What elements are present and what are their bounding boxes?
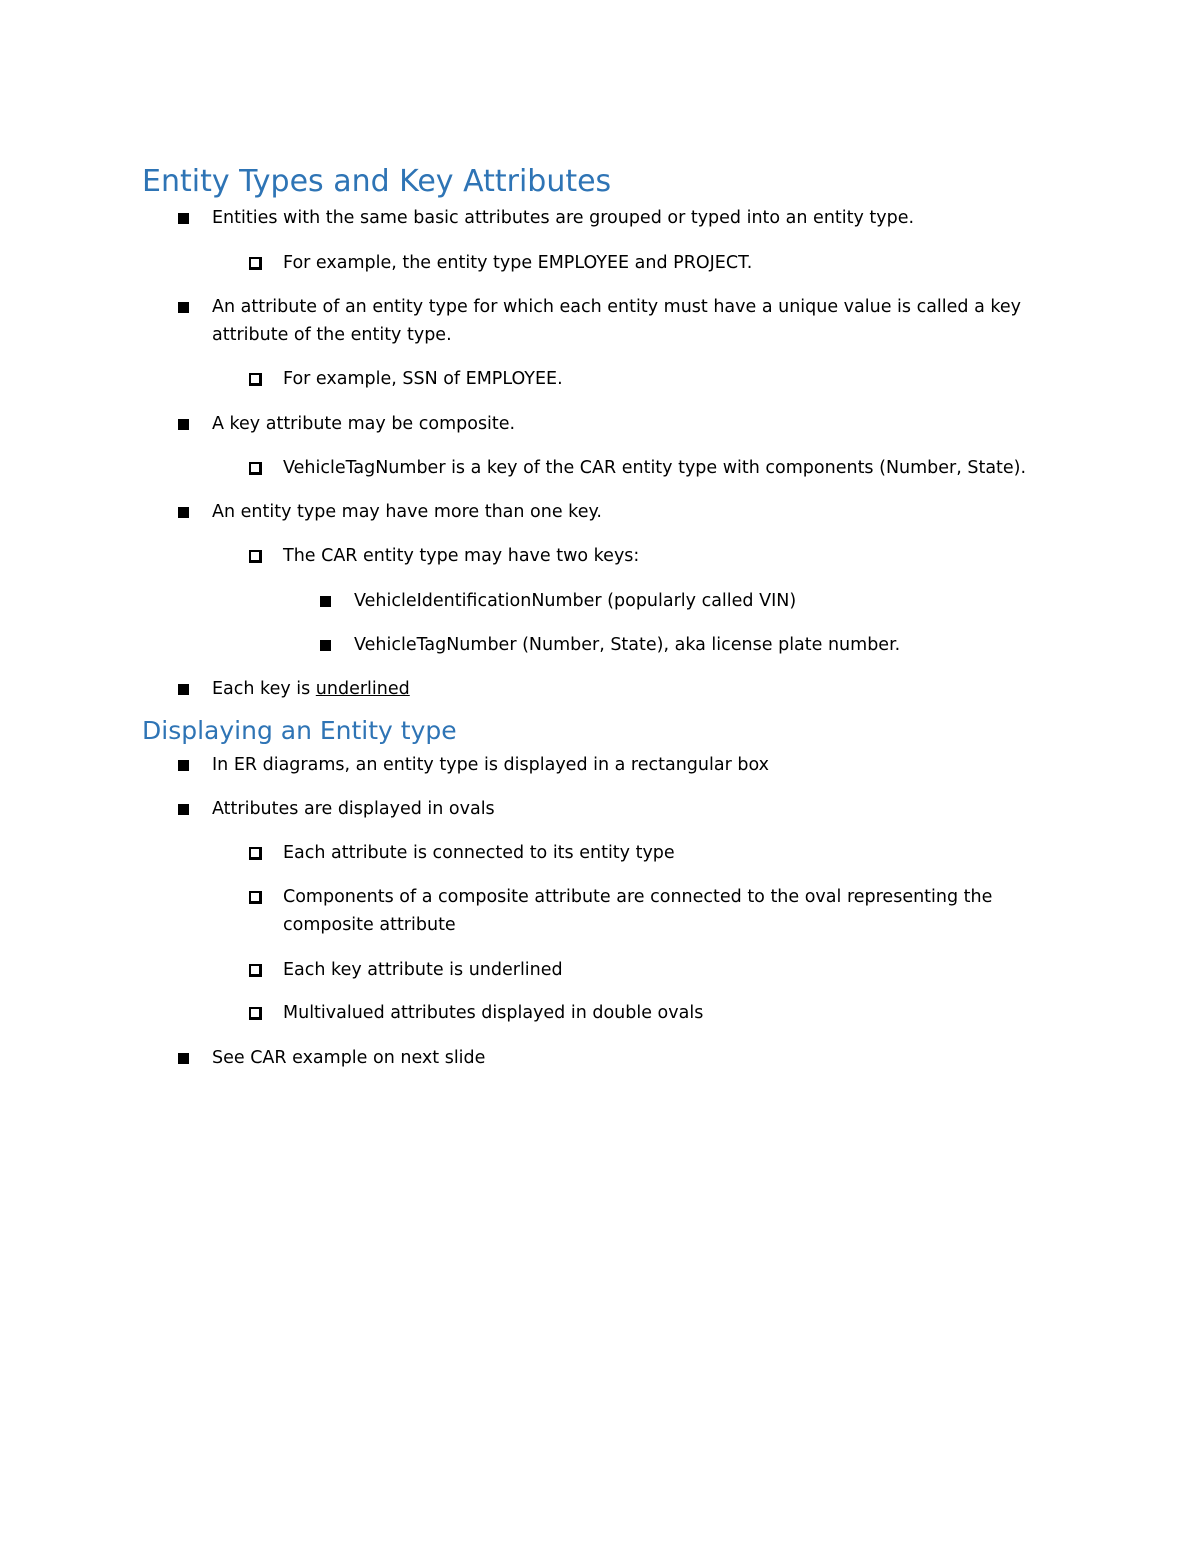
square-bullet-icon — [178, 293, 198, 321]
document-page: Entity Types and Key Attributes Entities with the same basic attributes are grouped or typed into an entity type. For example, the entity type EMPLOYEE and PROJECT. An attribute of an entity type for which each entity must have a unique value is called a key attribute of the entity type. For example, SSN of EMPLOYEE. A key attribute may be composite. VehicleTagNumber is a key of the CAR entity type with components (Number, State). An entity type may have more than one key. The CAR entity type may have two keys: VehicleIdentificationNumber (popularly called VIN) VehicleTagNumber (Number, State), aka license plate number. Each key is underlined Displaying an Entity type In ER diagrams, an entity type is displayed in a rectangular box Attributes are displayed in ovals Each attribute is connected to its entity type Components of a composite attribute are connected to the oval representing the composite attribute Each key attribute is underlined Multivalued attributes displayed in double ovals See CAR example on next slide — [0, 0, 1200, 1553]
square-bullet-icon — [178, 1044, 198, 1072]
square-bullet-icon — [178, 751, 198, 779]
square-bullet-icon — [178, 498, 198, 526]
underlined-word: underlined — [315, 679, 410, 699]
list-item-text: Each key is — [212, 679, 316, 699]
square-bullet-icon — [320, 631, 340, 659]
checkbox-bullet-icon — [249, 249, 269, 277]
checkbox-bullet-icon — [249, 454, 269, 482]
checkbox-bullet-icon — [249, 365, 269, 393]
checkbox-bullet-icon — [249, 839, 269, 867]
checkbox-bullet-icon — [249, 542, 269, 570]
square-bullet-icon — [178, 410, 198, 438]
section-heading-entity-types: Entity Types and Key Attributes — [142, 164, 612, 199]
square-bullet-icon — [178, 795, 198, 823]
checkbox-bullet-icon — [249, 883, 269, 911]
section-heading-displaying-entity-type: Displaying an Entity type — [142, 716, 457, 745]
square-bullet-icon — [178, 204, 198, 232]
square-bullet-icon — [178, 675, 198, 703]
square-bullet-icon — [320, 587, 340, 615]
checkbox-bullet-icon — [249, 956, 269, 984]
checkbox-bullet-icon — [249, 999, 269, 1027]
